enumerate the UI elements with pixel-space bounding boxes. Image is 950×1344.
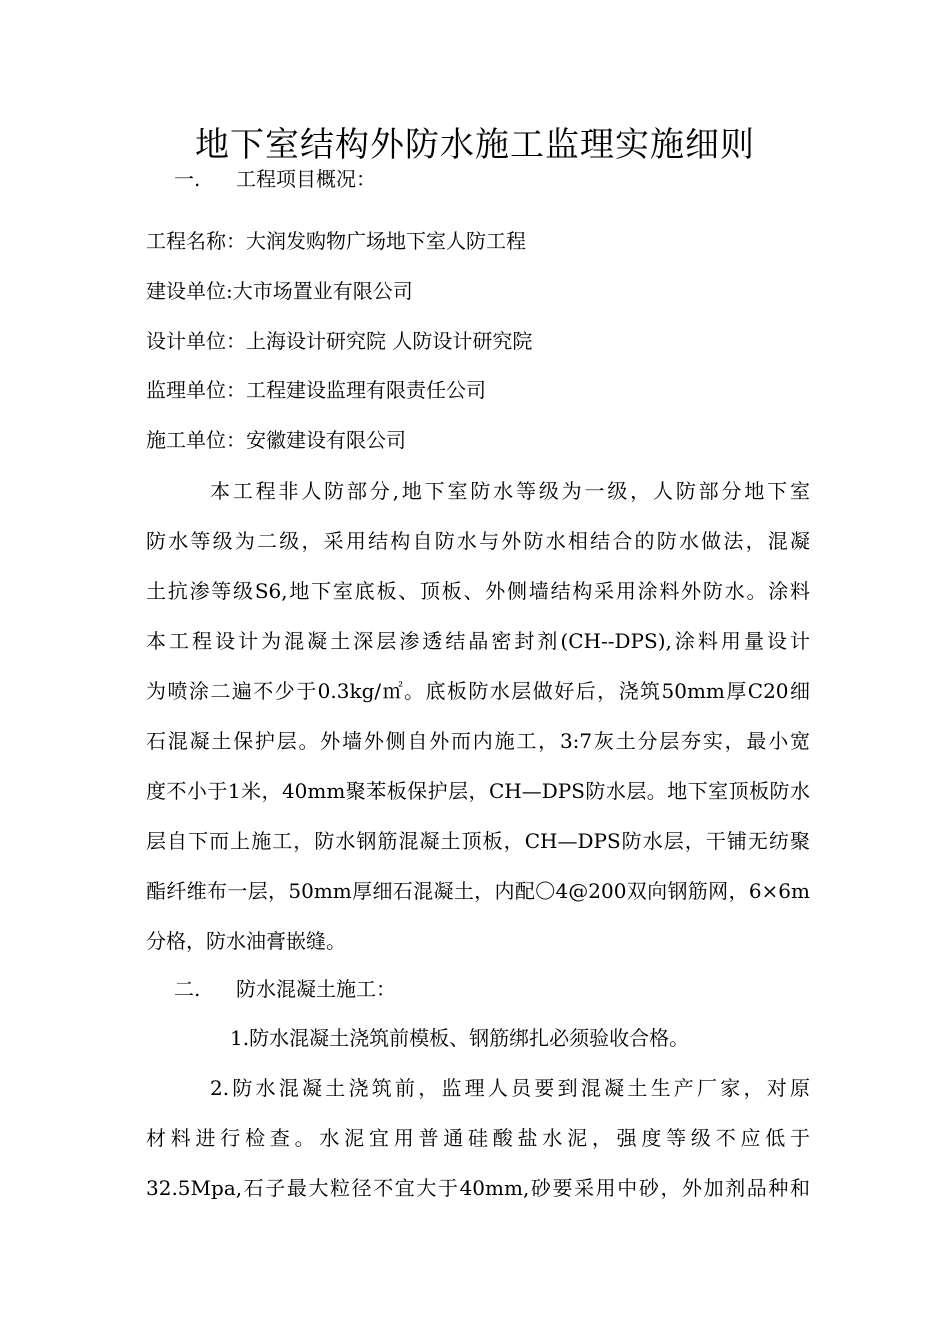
- section-2-heading: [174, 964, 396, 1014]
- paragraph-line: 度不小于1米，40mm聚苯板保护层，CH—DPS防水层。地下室顶板防水: [146, 779, 810, 803]
- paragraph-line: 本工程设计为混凝土深层渗透结晶密封剂(CH--DPS),涂料用量设计: [146, 629, 810, 653]
- paragraph-line: 为喷涂二遍不少于0.3kg/㎡。底板防水层做好后，浇筑50mm厚C20细: [146, 679, 810, 703]
- paragraph-line: 石混凝土保护层。外墙外侧自外而内施工，3:7灰土分层夯实，最小宽: [146, 729, 810, 753]
- section-2-title: 防水混凝土施工：: [236, 977, 396, 1001]
- paragraph-line: 酯纤维布一层，50mm厚细石混凝土，内配〇4@200双向钢筋网，6×6m: [146, 879, 810, 903]
- paragraph-line: 32.5Mpa,石子最大粒径不宜大于40mm,砂要采用中砂，外加剂品种和: [146, 1176, 810, 1200]
- section-1-title: 工程项目概况：: [236, 167, 376, 191]
- section-1-heading: [174, 154, 376, 204]
- overview-paragraph: [146, 466, 810, 966]
- paragraph-line: 本工程非人防部分,地下室防水等级为一级，人防部分地下室: [210, 479, 810, 503]
- paragraph-line: 层自下而上施工，防水钢筋混凝土顶板，CH—DPS防水层，干铺无纺聚: [146, 829, 810, 853]
- paragraph-line: 2.防水混凝土浇筑前，监理人员要到混凝土生产厂家，对原: [210, 1076, 810, 1100]
- supervision-unit-line: 监理单位：工程建设监理有限责任公司: [146, 378, 486, 402]
- section-1-number: 一.: [174, 167, 201, 191]
- paragraph-line: 分格，防水油膏嵌缝。: [146, 929, 346, 953]
- construction-unit-line: 施工单位：安徽建设有限公司: [146, 428, 406, 452]
- paragraph-line: 材料进行检查。水泥宜用普通硅酸盐水泥，强度等级不应低于: [146, 1126, 810, 1150]
- owner-unit-line: 建设单位:大市场置业有限公司: [146, 279, 413, 303]
- project-name-line: 工程名称：大润发购物广场地下室人防工程: [146, 229, 526, 253]
- paragraph-line: 防水等级为二级，采用结构自防水与外防水相结合的防水做法，混凝: [146, 529, 810, 553]
- section-2-number: 二.: [174, 977, 201, 1001]
- item-1: 1.防水混凝土浇筑前模板、钢筋绑扎必须验收合格。: [230, 1026, 690, 1050]
- design-unit-line: 设计单位：上海设计研究院 人防设计研究院: [146, 329, 533, 353]
- document-title: 地下室结构外防水施工监理实施细则: [195, 125, 755, 165]
- item-2-paragraph: [146, 1063, 810, 1213]
- paragraph-line: 土抗渗等级S6,地下室底板、顶板、外侧墙结构采用涂料外防水。涂料: [146, 579, 810, 603]
